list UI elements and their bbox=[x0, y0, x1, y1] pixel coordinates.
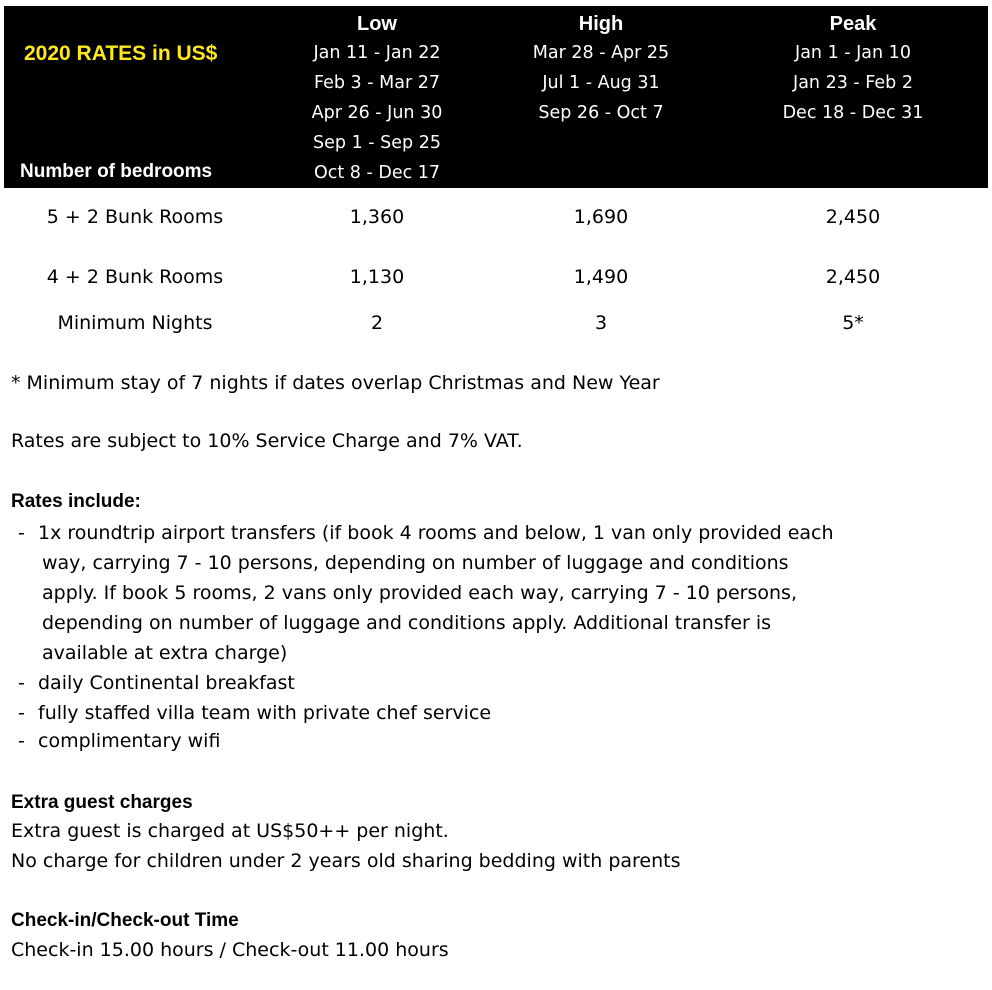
children-note: No charge for children under 2 years old sharing bedding with parents bbox=[11, 850, 681, 872]
includes-heading: Rates include: bbox=[11, 491, 141, 512]
row-label: 4 + 2 Bunk Rooms bbox=[46, 266, 224, 288]
service-note: Rates are subject to 10% Service Charge and 7% VAT. bbox=[11, 430, 523, 452]
rate-peak: 2,450 bbox=[825, 206, 881, 228]
bedrooms-label: Number of bedrooms bbox=[20, 161, 213, 182]
season-low bbox=[272, 10, 482, 188]
list-item: - daily Continental breakfast bbox=[18, 672, 295, 694]
season-peak bbox=[748, 10, 958, 128]
date-range: Mar 28 - Apr 25 bbox=[532, 43, 670, 63]
list-item: - complimentary wifi bbox=[18, 730, 221, 752]
rates-header bbox=[4, 6, 988, 188]
min-nights-high: 3 bbox=[594, 312, 608, 334]
min-nights-peak: 5* bbox=[842, 312, 864, 334]
date-range: Sep 1 - Sep 25 bbox=[313, 133, 441, 153]
extra-guest-line: Extra guest is charged at US$50++ per night. bbox=[11, 820, 449, 842]
season-high bbox=[496, 10, 706, 128]
season-name: Low bbox=[357, 13, 397, 35]
min-nights-low: 2 bbox=[370, 312, 384, 334]
rate-row bbox=[0, 262, 992, 292]
date-range: Sep 26 - Oct 7 bbox=[538, 103, 664, 123]
date-range: Jan 11 - Jan 22 bbox=[313, 43, 441, 63]
rate-row bbox=[0, 202, 992, 232]
checkin-times: Check-in 15.00 hours / Check-out 11.00 hours bbox=[11, 939, 449, 961]
date-range: Feb 3 - Mar 27 bbox=[314, 73, 440, 93]
season-name: Peak bbox=[829, 13, 877, 35]
row-label: 5 + 2 Bunk Rooms bbox=[46, 206, 224, 228]
includes-list bbox=[18, 518, 834, 754]
rates-title: 2020 RATES in US$ bbox=[24, 42, 218, 65]
list-item: - 1x roundtrip airport transfers (if book 4 rooms and below, 1 van only provided each way, carrying 7 - 10 persons, depending on number of luggage and conditions apply. If book 5 rooms, 2 vans only provided each way, carrying 7 - 10 persons, depending on number of luggage and conditions apply. Additional transfer is available at extra charge) bbox=[18, 522, 834, 664]
rate-low: 1,360 bbox=[349, 206, 405, 228]
date-range: Jul 1 - Aug 31 bbox=[542, 73, 660, 93]
date-range: Jan 23 - Feb 2 bbox=[793, 73, 913, 93]
row-label: Minimum Nights bbox=[57, 312, 213, 334]
checkin-heading: Check-in/Check-out Time bbox=[11, 910, 239, 931]
date-range: Apr 26 - Jun 30 bbox=[311, 103, 443, 123]
list-item: - fully staffed villa team with private chef service bbox=[18, 702, 492, 724]
date-range: Dec 18 - Dec 31 bbox=[782, 103, 924, 123]
footnote: * Minimum stay of 7 nights if dates overlap Christmas and New Year bbox=[11, 372, 660, 394]
date-range: Oct 8 - Dec 17 bbox=[313, 163, 441, 183]
rate-low: 1,130 bbox=[349, 266, 405, 288]
season-name: High bbox=[578, 13, 624, 35]
extra-guest-heading: Extra guest charges bbox=[11, 792, 193, 813]
rate-peak: 2,450 bbox=[825, 266, 881, 288]
rate-row bbox=[0, 308, 992, 338]
rate-high: 1,690 bbox=[573, 206, 629, 228]
rate-high: 1,490 bbox=[573, 266, 629, 288]
date-range: Jan 1 - Jan 10 bbox=[795, 43, 911, 63]
